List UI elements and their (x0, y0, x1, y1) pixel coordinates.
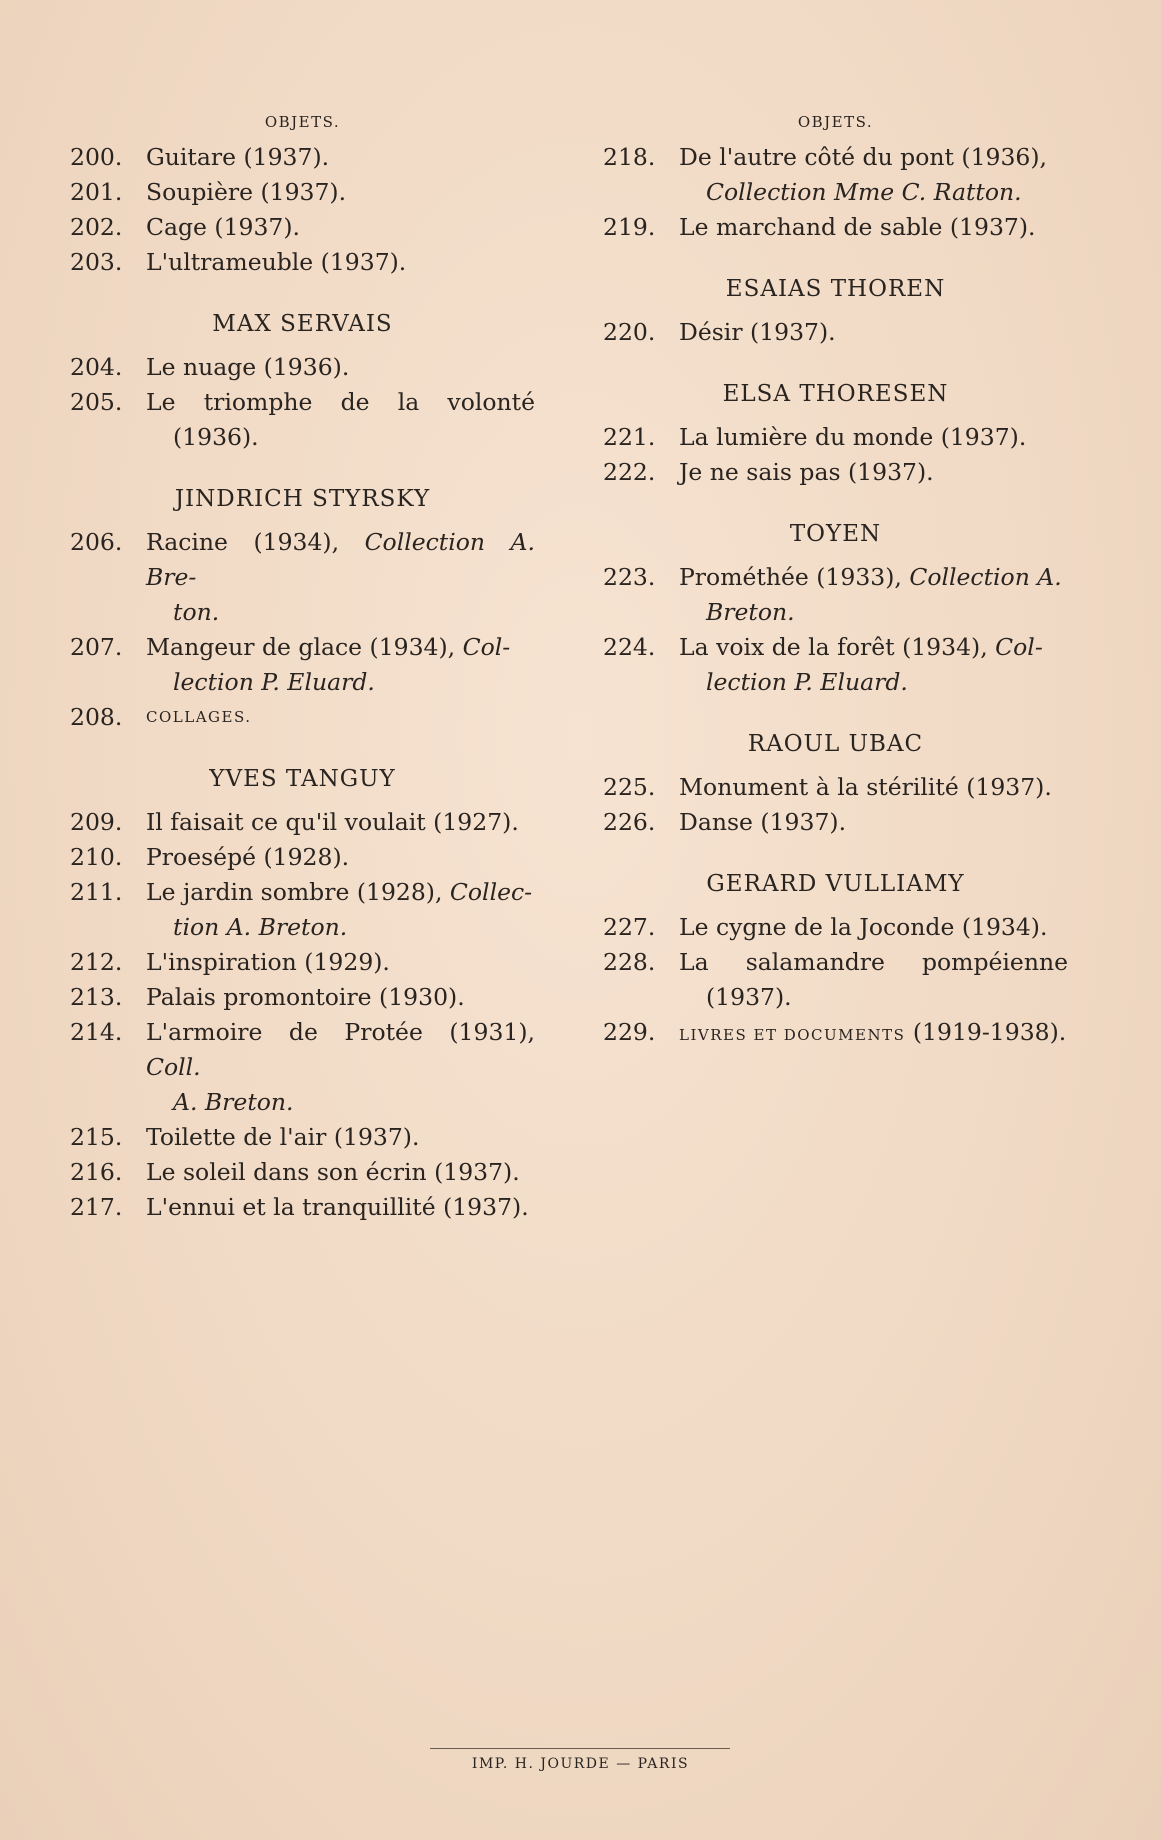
list-item (603, 805, 1068, 840)
list-item (70, 1015, 535, 1120)
list-item (70, 840, 535, 875)
entry-number: 208. (70, 703, 123, 731)
entry-number: 219. (603, 213, 656, 241)
section-heading: OBJETS. (797, 113, 874, 131)
entry-text: Racine (1934), (146, 528, 340, 556)
entry-text: L'ultrameuble (1937). (146, 248, 407, 276)
entry-number: 211. (70, 878, 123, 906)
entry-text: Je ne sais pas (1937). (679, 458, 934, 486)
entry-continuation: lection P. Eluard. (173, 668, 375, 696)
footer-divider (430, 1748, 730, 1749)
entry-number: 217. (70, 1193, 123, 1221)
entry-number: 221. (603, 423, 656, 451)
entry-number: 206. (70, 528, 123, 556)
entry-collection: Col- (462, 633, 511, 661)
entry-number: 207. (70, 633, 123, 661)
right-column (603, 110, 1068, 1053)
entry-text: Guitare (1937). (146, 143, 330, 171)
list-item (70, 630, 535, 700)
entry-continuation: Collection Mme C. Ratton. (706, 178, 1022, 206)
entry-text: De l'autre côté du pont (1936), (679, 143, 1048, 171)
list-item (70, 385, 535, 455)
entry-number: 214. (70, 1018, 123, 1046)
list-item (603, 455, 1068, 490)
section-heading: OBJETS. (264, 113, 341, 131)
list-item (70, 350, 535, 385)
entry-date: (1919-1938). (912, 1018, 1067, 1046)
entry-collection: Collec- (449, 878, 533, 906)
entry-number: 222. (603, 458, 656, 486)
entry-number: 203. (70, 248, 123, 276)
artist-heading: TOYEN (789, 521, 882, 547)
entry-number: 209. (70, 808, 123, 836)
list-item (70, 1190, 535, 1225)
entry-collection: Collection A. (909, 563, 1062, 591)
entry-text: La voix de la forêt (1934), (679, 633, 988, 661)
list-item (70, 210, 535, 245)
artist-heading: JINDRICH STYRSKY (174, 486, 431, 512)
entry-continuation: (1936). (173, 423, 259, 451)
entry-text: Cage (1937). (146, 213, 301, 241)
artist-heading: ELSA THORESEN (722, 381, 949, 407)
list-item (603, 210, 1068, 245)
entry-text: L'ennui et la tranquillité (1937). (146, 1193, 529, 1221)
list-item (603, 560, 1068, 630)
entry-continuation: tion A. Breton. (173, 913, 348, 941)
entry-number: 218. (603, 143, 656, 171)
artist-heading: RAOUL UBAC (747, 731, 924, 757)
entry-number: 220. (603, 318, 656, 346)
list-item (70, 700, 535, 735)
entry-number: 205. (70, 388, 123, 416)
entry-continuation: A. Breton. (173, 1088, 294, 1116)
entry-number: 225. (603, 773, 656, 801)
entry-collection: Coll. (146, 1053, 201, 1081)
entry-number: 213. (70, 983, 123, 1011)
artist-heading: MAX SERVAIS (212, 311, 393, 337)
entry-number: 201. (70, 178, 123, 206)
entry-text: Mangeur de glace (1934), (146, 633, 456, 661)
entry-number: 228. (603, 948, 656, 976)
entry-number: 223. (603, 563, 656, 591)
entry-number: 210. (70, 843, 123, 871)
list-item (603, 1015, 1068, 1053)
entry-number: 224. (603, 633, 656, 661)
list-item (603, 140, 1068, 210)
entry-text: Le jardin sombre (1928), (146, 878, 443, 906)
entry-text: Le marchand de sable (1937). (679, 213, 1036, 241)
entry-text: Le nuage (1936). (146, 353, 350, 381)
entry-number: 202. (70, 213, 123, 241)
entry-number: 226. (603, 808, 656, 836)
entry-continuation: Breton. (706, 598, 795, 626)
list-item (70, 245, 535, 280)
entry-collection: Col- (995, 633, 1043, 661)
entry-text: L'inspiration (1929). (146, 948, 390, 976)
list-item (603, 630, 1068, 700)
entry-text: La salamandre pompéienne (679, 948, 1068, 976)
entry-text: La lumière du monde (1937). (679, 423, 1027, 451)
entry-continuation: lection P. Eluard. (706, 668, 908, 696)
list-item (70, 980, 535, 1015)
entry-text: Le cygne de la Joconde (1934). (679, 913, 1048, 941)
entry-text: Le soleil dans son écrin (1937). (146, 1158, 520, 1186)
entry-text: Soupière (1937). (146, 178, 347, 206)
list-item (70, 1120, 535, 1155)
list-item (70, 945, 535, 980)
entry-text: LIVRES ET DOCUMENTS (679, 1026, 906, 1044)
entry-number: 216. (70, 1158, 123, 1186)
entry-text: Le triomphe de la volonté (146, 388, 535, 416)
entry-number: 227. (603, 913, 656, 941)
entry-text: Proesépé (1928). (146, 843, 350, 871)
entry-number: 212. (70, 948, 123, 976)
entry-number: 229. (603, 1018, 656, 1046)
entry-text: L'armoire de Protée (1931), (146, 1018, 535, 1046)
entry-number: 215. (70, 1123, 123, 1151)
list-item (70, 140, 535, 175)
list-item (70, 525, 535, 630)
list-item (70, 1155, 535, 1190)
left-column (70, 110, 535, 1225)
entry-text: Prométhée (1933), (679, 563, 902, 591)
artist-heading: GERARD VULLIAMY (706, 871, 965, 897)
entry-number: 200. (70, 143, 123, 171)
entry-text: Danse (1937). (679, 808, 847, 836)
entry-number: 204. (70, 353, 123, 381)
entry-text: Monument à la stérilité (1937). (679, 773, 1052, 801)
printer-imprint: IMP. H. JOURDE — PARIS (471, 1756, 690, 1772)
list-item (70, 875, 535, 945)
entry-continuation: (1937). (706, 983, 792, 1011)
entry-text: Toilette de l'air (1937). (146, 1123, 420, 1151)
entry-text: Palais promontoire (1930). (146, 983, 465, 1011)
list-item (70, 175, 535, 210)
list-item (603, 315, 1068, 350)
entry-text: Il faisait ce qu'il voulait (1927). (146, 808, 519, 836)
artist-heading: ESAIAS THOREN (725, 276, 946, 302)
artist-heading: YVES TANGUY (209, 766, 396, 792)
list-item (603, 420, 1068, 455)
list-item (70, 805, 535, 840)
entry-text: Désir (1937). (679, 318, 836, 346)
list-item (603, 945, 1068, 1015)
entry-collection: Collection A. Bre- (146, 528, 535, 591)
list-item (603, 770, 1068, 805)
entry-continuation: ton. (173, 598, 220, 626)
list-item (603, 910, 1068, 945)
entry-text: COLLAGES. (146, 708, 252, 726)
